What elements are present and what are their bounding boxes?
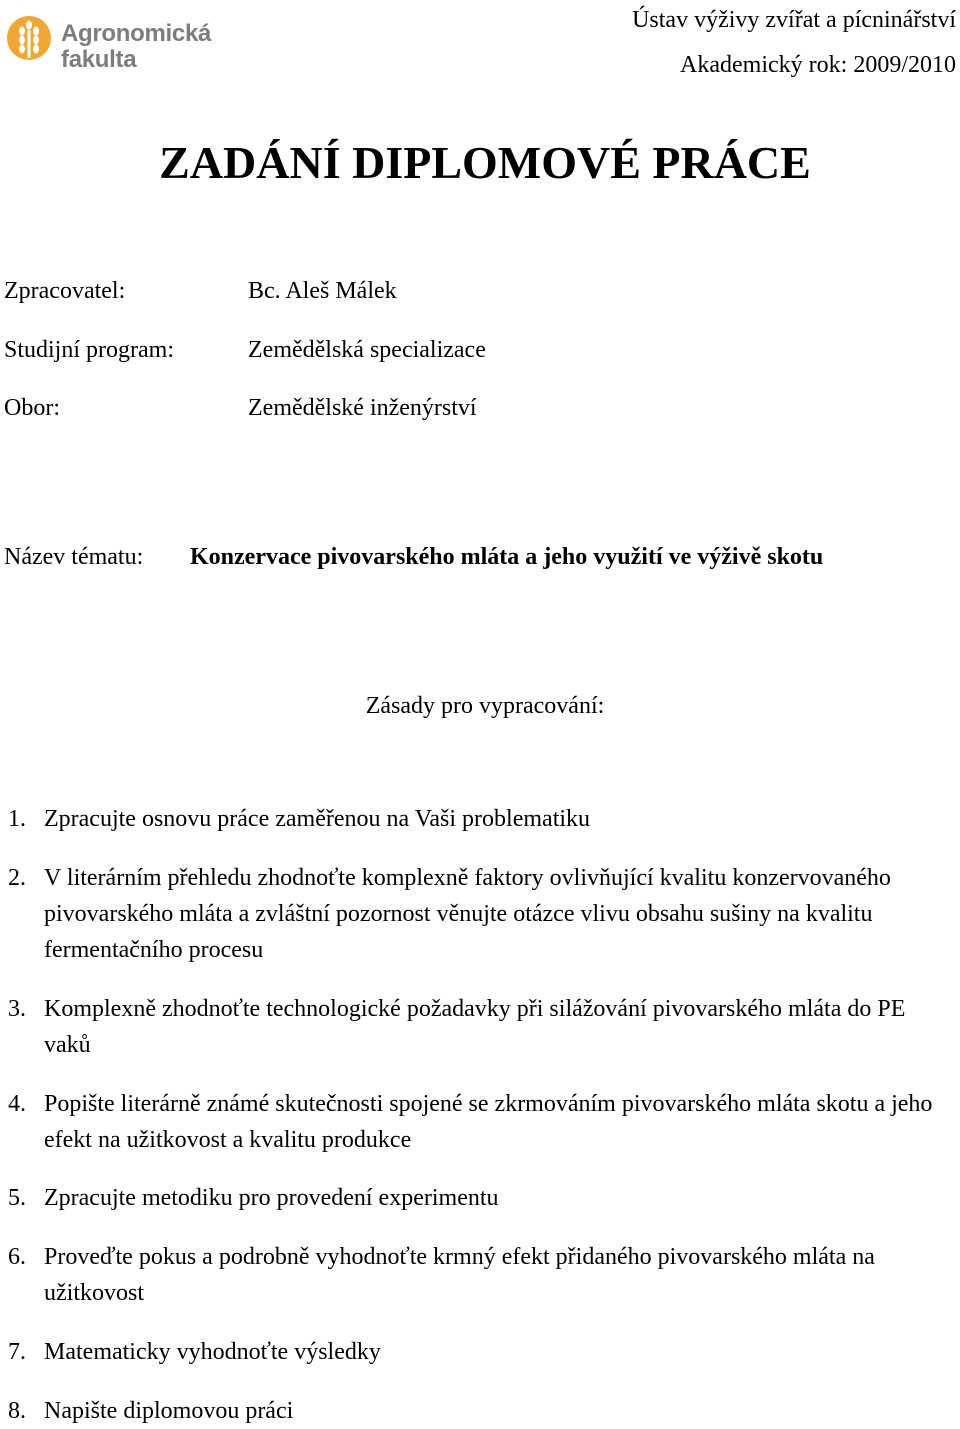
list-item-text: Zpracujte osnovu práce zaměřenou na Vaši problematiku [44, 806, 591, 832]
program-value: Zemědělská specializace [248, 337, 486, 363]
guidelines-heading: Zásady pro vypracování: [365, 693, 605, 719]
list-item-text: Popište literárně známé skutečnosti spojené se zkrmováním pivovarského mláta skotu a jeho efekt na užitkovost a kvalitu produkce [44, 1091, 933, 1153]
list-item [0, 991, 960, 1063]
list-item-number: 5. [8, 1185, 26, 1211]
academic-year: Akademický rok: 2009/2010 [680, 52, 956, 78]
list-item-number: 6. [8, 1244, 26, 1270]
list-item-text: Komplexně zhodnoťte technologické požadavky při silážování pivovarského mláta do PE vaků [44, 996, 906, 1058]
faculty-logo [6, 10, 212, 73]
list-item-text: Matematicky vyhodnoťte výsledky [44, 1339, 381, 1365]
list-item [0, 1334, 960, 1370]
list-item-text: V literárním přehledu zhodnoťte komplexně faktory ovlivňující kvalitu konzervovaného pivovarského mláta a zvláštní pozornost věnujte otázce vlivu obsahu sušiny na kvalitu fermentačního procesu [44, 865, 891, 963]
program-label: Studijní program: [4, 337, 174, 363]
logo-text-line2: fakulta [61, 46, 137, 73]
list-item-text: Zpracujte metodiku pro provedení experimentu [44, 1185, 499, 1211]
field-label: Obor: [4, 395, 60, 421]
list-item [0, 1393, 960, 1429]
grain-emblem-icon [6, 14, 52, 62]
page-title: ZADÁNÍ DIPLOMOVÉ PRÁCE [159, 137, 811, 188]
list-item [0, 1086, 960, 1158]
topic-label: Název tématu: [4, 544, 144, 570]
institute-name: Ústav výživy zvířat a pícninářství [632, 7, 956, 33]
list-item-number: 1. [8, 806, 26, 832]
list-item [0, 801, 960, 837]
topic-value: Konzervace pivovarského mláta a jeho využití ve výživě skotu [190, 544, 824, 570]
list-item [0, 1239, 960, 1311]
field-value: Zemědělské inženýrství [248, 395, 477, 421]
list-item-text: Proveďte pokus a podrobně vyhodnoťte krmný efekt přidaného pivovarského mláta na užitkovost [44, 1244, 875, 1306]
author-label: Zpracovatel: [4, 278, 126, 304]
author-value: Bc. Aleš Málek [248, 278, 397, 304]
list-item-number: 3. [8, 996, 26, 1022]
list-item [0, 860, 960, 968]
list-item-text: Napište diplomovou práci [44, 1398, 294, 1424]
list-item-number: 8. [8, 1398, 26, 1424]
list-item [0, 1180, 960, 1216]
list-item-number: 2. [8, 865, 26, 891]
logo-text-line1: Agronomická [61, 20, 212, 47]
list-item-number: 7. [8, 1339, 26, 1365]
list-item-number: 4. [8, 1091, 26, 1117]
